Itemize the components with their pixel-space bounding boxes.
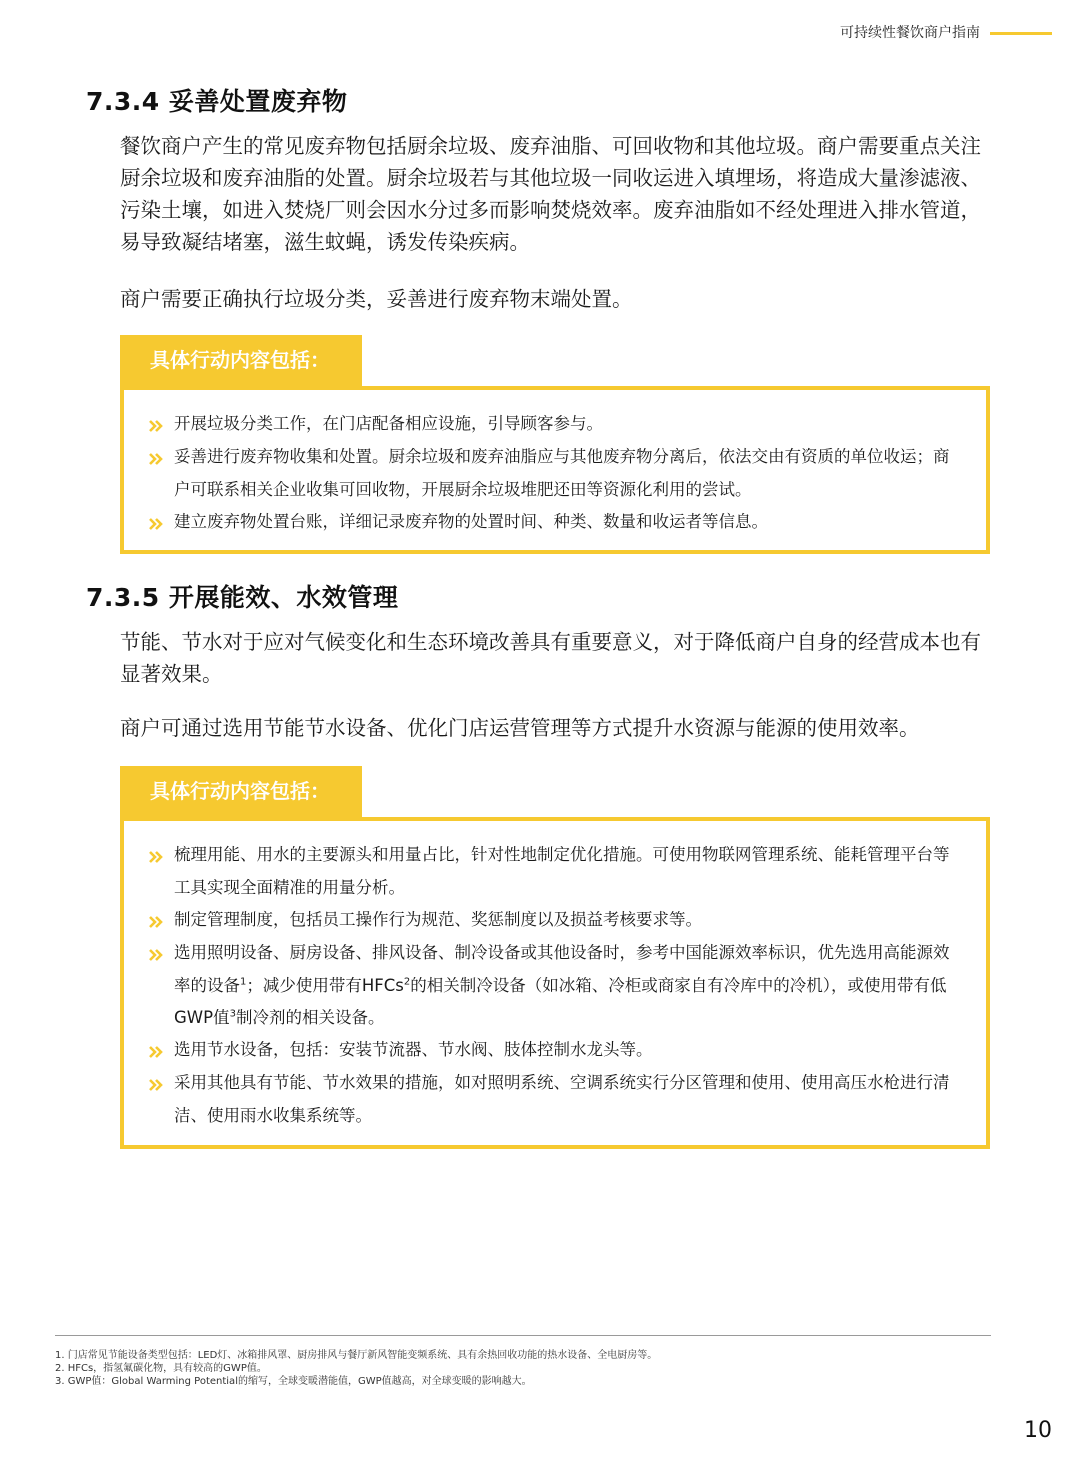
footnote-3: 3. GWP值：Global Warming Potential的缩写，全球变暖潜能值，GWP值越高，对全球变暖的影响越大。 — [55, 1376, 532, 1387]
section2-paragraph-1: 节能、节水对于应对气候变化和生态环境改善具有重要意义，对于降低商户自身的经营成本也有显著效果。 — [120, 630, 981, 686]
section1-paragraph-1: 餐饮商户产生的常见废弃物包括厨余垃圾、废弃油脂、可回收物和其他垃圾。商户需要重点关注厨余垃圾和废弃油脂的处置。厨余垃圾若与其他垃圾一同收运进入填埋场，将造成大量渗滤液、污染土壤，如进入焚烧厂则会因水分过多而影响焚烧效率。废弃油脂如不经处理进入排水管道，易导致凝结堵塞，滋生蚊蝇，诱发传染疾病。 — [120, 134, 981, 254]
list-item: 制定管理制度，包括员工操作行为规范、奖惩制度以及损益考核要求等。 — [174, 910, 702, 929]
double-chevron-right-icon — [148, 1077, 164, 1093]
list-item-text: 制冷剂的相关设备。 — [235, 1008, 385, 1027]
header-accent-line — [990, 32, 1052, 35]
section1-actions-tab: 具体行动内容包括： — [120, 335, 362, 387]
section2-actions-tab: 具体行动内容包括： — [120, 766, 362, 818]
list-item: 采用其他具有节能、节水效果的措施，如对照明系统、空调系统实行分区管理和使用、使用高压水枪进行清洁、使用雨水收集系统等。 — [174, 1073, 950, 1125]
section2-paragraph-2: 商户可通过选用节能节水设备、优化门店运营管理等方式提升水资源与能源的使用效率。 — [120, 716, 920, 740]
list-item: 开展垃圾分类工作，在门店配备相应设施，引导顾客参与。 — [174, 414, 603, 433]
section-heading-7-3-5: 7.3.5 开展能效、水效管理 — [86, 583, 399, 612]
footnote-divider — [55, 1335, 991, 1336]
footnote-ref-3: 3 — [229, 1008, 236, 1020]
running-header-title: 可持续性餐饮商户指南 — [840, 25, 980, 41]
list-item: 建立废弃物处置台账，详细记录废弃物的处置时间、种类、数量和收运者等信息。 — [174, 512, 768, 531]
footnote-1: 1. 门店常见节能设备类型包括：LED灯、冰箱排风罩、厨房排风与餐厅新风智能变频系统、具有余热回收功能的热水设备、全电厨房等。 — [55, 1350, 658, 1361]
list-item-text: ；减少使用带有HFCs — [246, 975, 404, 995]
double-chevron-right-icon — [148, 914, 164, 930]
section1-actions-box — [120, 386, 990, 554]
double-chevron-right-icon — [148, 849, 164, 865]
list-item: 梳理用能、用水的主要源头和用量占比，针对性地制定优化措施。可使用物联网管理系统、能耗管理平台等工具实现全面精准的用量分析。 — [174, 845, 950, 897]
double-chevron-right-icon — [148, 451, 164, 467]
list-item: 选用节水设备，包括：安装节流器、节水阀、肢体控制水龙头等。 — [174, 1040, 653, 1059]
section-heading-7-3-4: 7.3.4 妥善处置废弃物 — [86, 87, 348, 116]
double-chevron-right-icon — [148, 418, 164, 434]
list-item: 妥善进行废弃物收集和处置。厨余垃圾和废弃油脂应与其他废弃物分离后，依法交由有资质的单位收运；商户可联系相关企业收集可回收物，开展厨余垃圾堆肥还田等资源化利用的尝试。 — [174, 447, 950, 499]
list-item-text: 的相关制冷设备（如冰箱、冷柜或商家自有冷库中的冷机），或使用带有低GWP值 — [174, 975, 947, 1027]
footnote-ref-2: 2 — [403, 976, 411, 987]
page-number: 10 — [1024, 1418, 1052, 1443]
section1-paragraph-2: 商户需要正确执行垃圾分类，妥善进行废弃物末端处置。 — [120, 287, 633, 311]
double-chevron-right-icon — [148, 1044, 164, 1060]
double-chevron-right-icon — [148, 516, 164, 532]
footnote-2: 2. HFCs，指氢氟碳化物，具有较高的GWP值。 — [55, 1363, 267, 1374]
list-item — [174, 937, 960, 1035]
list-item-text: 选用照明设备、厨房设备、排风设备、制冷设备或其他设备时，参考中国能源效率标识，优先选用高能源效率的设备 — [174, 943, 950, 995]
footnote-ref-1: 1 — [240, 976, 247, 987]
section2-actions-box — [120, 817, 990, 1149]
double-chevron-right-icon — [148, 947, 164, 963]
